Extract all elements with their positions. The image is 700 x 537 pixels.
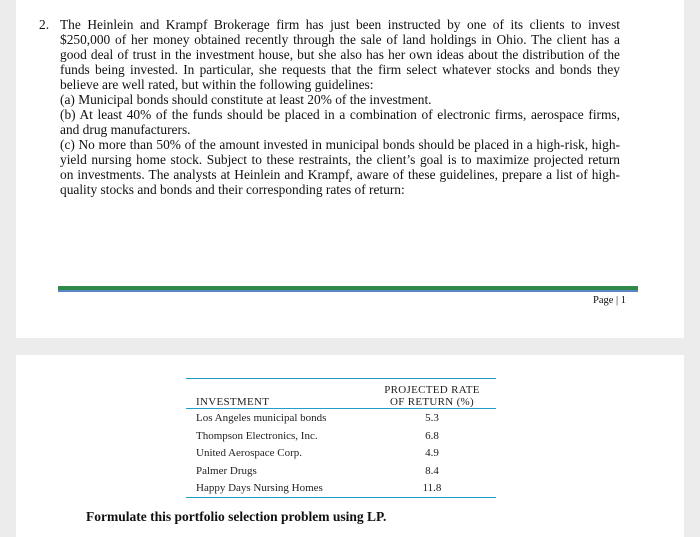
- table-row: [186, 427, 496, 445]
- footer-rule-blue: [58, 290, 638, 292]
- investment-name: Thompson Electronics, Inc.: [196, 429, 318, 442]
- guideline-b: (b) At least 40% of the funds should be placed in a combination of electronic firms, aerospace firms,: [60, 107, 620, 122]
- rate-value: 8.4: [425, 464, 439, 477]
- returns-table: [186, 378, 496, 498]
- question-line: yield nursing home stock. Subject to these restraints, the client’s goal is to maximize projected return: [60, 152, 620, 167]
- table-row: [186, 479, 496, 497]
- question-line: The Heinlein and Krampf Brokerage firm has just been instructed by one of its clients to invest: [60, 17, 620, 32]
- question-2: [39, 17, 620, 197]
- guideline-c: (c) No more than 50% of the amount invested in municipal bonds should be placed in a high-risk, high-: [60, 137, 620, 152]
- rate-value: 5.3: [425, 412, 439, 424]
- table-row: [186, 409, 496, 427]
- header-rate-line2: OF RETURN (%): [390, 396, 474, 408]
- rate-value: 11.8: [422, 482, 442, 495]
- investment-name: United Aerospace Corp.: [196, 447, 302, 460]
- table-bottom-rule: [186, 497, 496, 498]
- investment-name: Los Angeles municipal bonds: [196, 412, 327, 424]
- rate-value: 6.8: [425, 429, 439, 442]
- investment-name: Palmer Drugs: [196, 464, 257, 477]
- document-page-1: [16, 0, 684, 338]
- investment-name: Happy Days Nursing Homes: [196, 482, 323, 495]
- table-row: [186, 444, 496, 462]
- document-page-2: [16, 355, 684, 537]
- guideline-a: (a) Municipal bonds should constitute at least 20% of the investment.: [60, 92, 432, 107]
- rate-value: 4.9: [425, 447, 439, 460]
- table-row: [186, 462, 496, 480]
- question-line: on investments. The analysts at Heinlein and Krampf, aware of these guidelines, prepare a list of high-: [60, 167, 620, 182]
- question-line: believe are well rated, but within the following guidelines:: [60, 77, 374, 92]
- table-header: [186, 379, 496, 408]
- page-number: Page | 1: [592, 295, 626, 306]
- header-rate: [372, 384, 492, 408]
- question-line: $250,000 of her money obtained recently through the sale of land holdings in Ohio. The client has a: [60, 32, 620, 47]
- header-rate-line1: PROJECTED RATE: [384, 384, 480, 396]
- header-investment: INVESTMENT: [196, 396, 270, 408]
- question-line: funds being invested. In particular, she requests that the firm select whatever stocks and bonds they: [60, 62, 620, 77]
- guideline-b-cont: and drug manufacturers.: [60, 122, 191, 137]
- lp-instruction: Formulate this portfolio selection problem using LP.: [86, 509, 387, 524]
- question-line: good deal of trust in the investment house, but she also has her own ideas about the distribution of the: [60, 47, 620, 62]
- question-number: 2.: [39, 17, 50, 32]
- question-line: quality stocks and bonds and their corresponding rates of return:: [60, 182, 405, 197]
